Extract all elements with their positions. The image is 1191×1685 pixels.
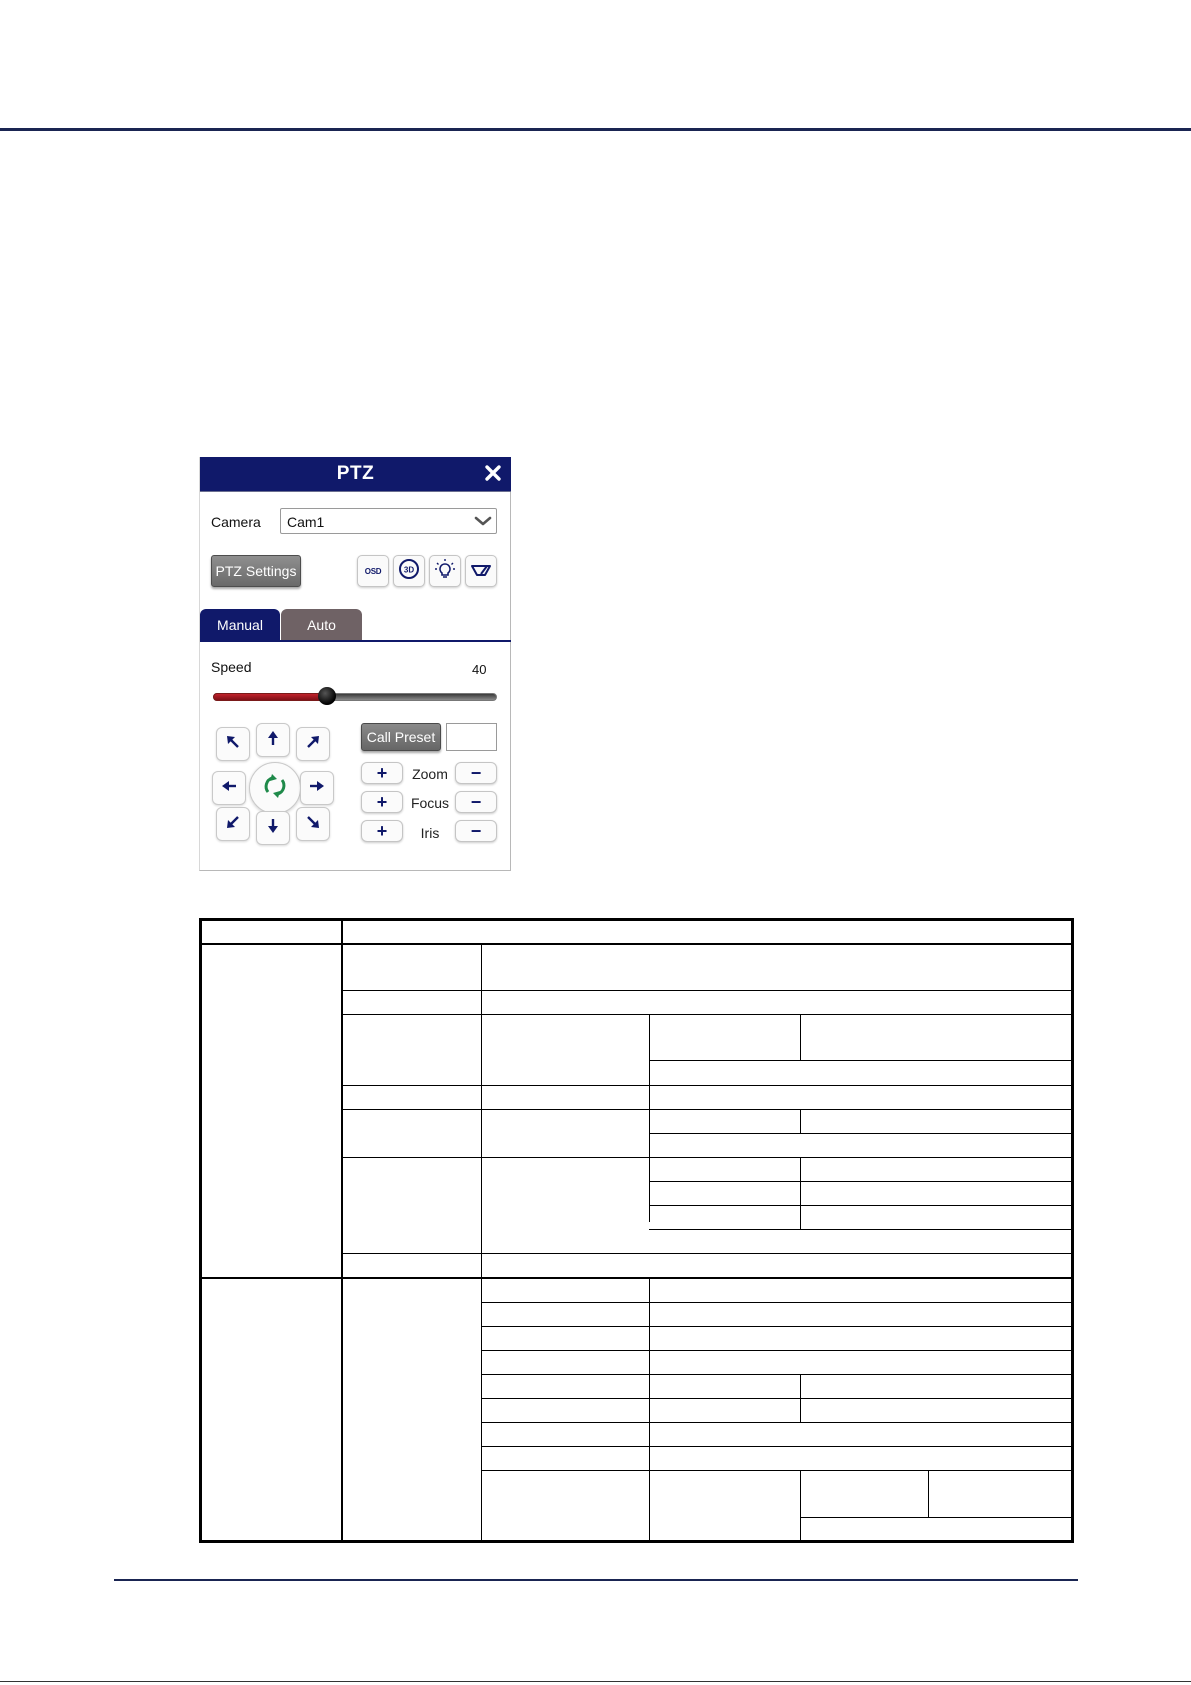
pan-right-button[interactable]	[300, 771, 334, 805]
table-row-line	[649, 1060, 1071, 1061]
tilt-up-button[interactable]	[256, 723, 290, 757]
table-row-line	[649, 1205, 1071, 1206]
pan-up-right-button[interactable]	[296, 727, 330, 761]
iris-label: Iris	[420, 825, 440, 841]
table-column-line	[800, 1158, 801, 1230]
arrow-down-left-icon	[224, 813, 242, 836]
table-row-line	[649, 1229, 1071, 1230]
osd-icon: OSD	[364, 566, 382, 576]
table-row-line	[481, 1302, 1071, 1303]
page-edge-rule	[0, 1681, 1191, 1682]
camera-select[interactable]	[280, 508, 497, 534]
table-row-line	[341, 1109, 1071, 1110]
table-row-line	[481, 1398, 1071, 1399]
zoom-out-button[interactable]	[455, 762, 497, 784]
table-row-line	[341, 990, 1071, 991]
pan-down-left-button[interactable]	[216, 807, 250, 841]
minus-icon: −	[470, 763, 482, 783]
pan-down-right-button[interactable]	[296, 807, 330, 841]
table-row-line	[649, 1181, 1071, 1182]
arrow-up-left-icon	[224, 733, 242, 756]
focus-far-button[interactable]	[455, 791, 497, 813]
table-column-line	[481, 943, 482, 1540]
osd-button[interactable]	[357, 555, 389, 587]
footer-rule	[114, 1579, 1078, 1581]
minus-icon: −	[470, 792, 482, 812]
svg-text:3D: 3D	[403, 565, 415, 574]
arrow-up-icon	[264, 729, 282, 752]
3d-positioning-button[interactable]	[393, 555, 425, 587]
plus-icon: +	[376, 821, 388, 841]
table-row-line	[202, 1277, 1071, 1279]
speed-slider-thumb[interactable]	[318, 687, 336, 705]
table-column-line	[800, 1470, 801, 1540]
call-preset-button[interactable]: Call Preset	[361, 723, 441, 751]
refresh-icon	[260, 771, 290, 806]
zoom-label: Zoom	[412, 766, 448, 782]
ptz-title-bar	[200, 457, 511, 492]
ptz-settings-button[interactable]: PTZ Settings	[211, 555, 301, 587]
iris-close-button[interactable]	[455, 820, 497, 842]
arrow-down-icon	[264, 817, 282, 840]
table-row-line	[649, 1133, 1071, 1134]
wiper-button[interactable]	[465, 555, 497, 587]
table-row-line	[341, 1253, 1071, 1254]
table-row-line	[481, 1446, 1071, 1447]
pan-left-button[interactable]	[212, 771, 246, 805]
table-row-line	[481, 1350, 1071, 1351]
minus-icon: −	[470, 821, 482, 841]
speed-slider-fill	[213, 693, 327, 701]
table-row-line	[341, 1085, 1071, 1086]
tilt-down-button[interactable]	[256, 811, 290, 845]
preset-number-input[interactable]	[446, 723, 497, 751]
ptz-panel	[199, 457, 511, 871]
table-column-line	[800, 1110, 801, 1133]
tab-divider	[200, 640, 511, 642]
focus-label: Focus	[410, 795, 450, 811]
pan-up-left-button[interactable]	[216, 727, 250, 761]
arrow-up-right-icon	[304, 733, 322, 756]
tab-auto[interactable]: Auto	[281, 609, 362, 640]
header-rule	[0, 128, 1191, 131]
table-row-line	[202, 943, 1071, 945]
plus-icon: +	[376, 763, 388, 783]
table-column-line	[928, 1470, 929, 1517]
speed-value: 40	[472, 662, 487, 677]
table-row-line	[481, 1374, 1071, 1375]
wiper-icon	[470, 558, 492, 585]
arrow-left-icon	[220, 777, 238, 800]
light-button[interactable]	[429, 555, 461, 587]
camera-label: Camera	[211, 514, 261, 530]
table-column-line	[800, 1014, 801, 1060]
table-column-line	[649, 1278, 650, 1540]
table-row-line	[341, 1014, 1071, 1015]
camera-select-value: Cam1	[287, 514, 325, 530]
table-row-line	[481, 1470, 1071, 1471]
plus-icon: +	[376, 792, 388, 812]
center-refresh-button[interactable]	[249, 762, 301, 814]
table-row-line	[341, 1157, 1071, 1158]
table-row-line	[481, 1422, 1071, 1423]
iris-open-button[interactable]	[361, 820, 403, 842]
light-bulb-icon	[434, 558, 456, 585]
focus-near-button[interactable]	[361, 791, 403, 813]
arrow-right-icon	[308, 777, 326, 800]
chevron-down-icon	[474, 514, 492, 528]
3d-positioning-icon	[398, 558, 420, 585]
zoom-in-button[interactable]	[361, 762, 403, 784]
table-row-line	[481, 1326, 1071, 1327]
spec-table	[199, 918, 1074, 1543]
table-row-line	[800, 1517, 1071, 1518]
close-icon[interactable]	[483, 463, 503, 483]
tab-manual[interactable]: Manual	[200, 609, 280, 640]
speed-label: Speed	[211, 659, 252, 675]
arrow-down-right-icon	[304, 813, 322, 836]
table-column-line	[649, 1062, 650, 1222]
ptz-title: PTZ	[336, 463, 375, 484]
